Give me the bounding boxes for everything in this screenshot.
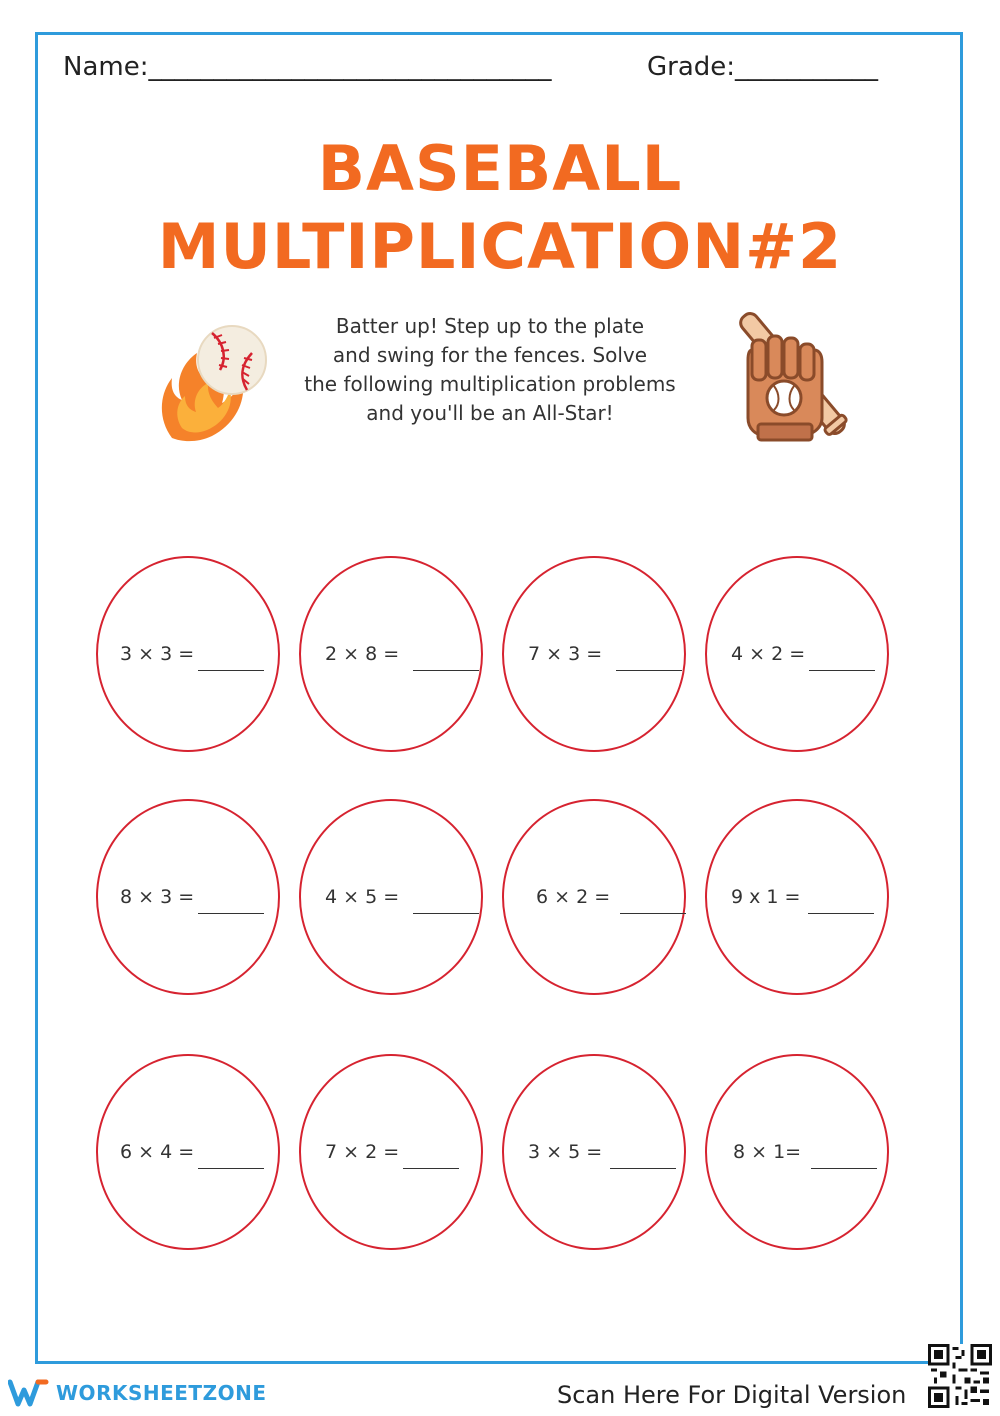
- problem-ball: [96, 799, 280, 995]
- problem-ball: [299, 556, 483, 752]
- problem-item: 4 × 5 =: [325, 886, 479, 908]
- problem-ball: [299, 1054, 483, 1250]
- problem-ball: [502, 799, 686, 995]
- answer-blank[interactable]: [413, 899, 479, 914]
- problem-item: 3 × 5 =: [528, 1141, 676, 1163]
- problem-item: 3 × 3 =: [120, 643, 264, 665]
- scan-text: Scan Here For Digital Version: [557, 1381, 907, 1409]
- name-field[interactable]: Name:_______________________________: [63, 52, 552, 82]
- instructions-line: and you'll be an All-Star!: [366, 401, 614, 425]
- worksheetzone-logo[interactable]: [8, 1378, 266, 1408]
- brand-name: WORKSHEETZONE: [56, 1381, 267, 1405]
- qr-code-icon[interactable]: [928, 1344, 992, 1408]
- problem-item: 4 × 2 =: [731, 643, 875, 665]
- instructions-line: the following multiplication problems: [304, 372, 676, 396]
- instructions-text: [285, 312, 695, 428]
- problem-item: 8 × 1=: [733, 1141, 877, 1163]
- problem-ball: [96, 556, 280, 752]
- answer-blank[interactable]: [811, 1154, 877, 1169]
- answer-blank[interactable]: [616, 656, 682, 671]
- answer-blank[interactable]: [413, 656, 479, 671]
- problem-ball: [705, 1054, 889, 1250]
- answer-blank[interactable]: [198, 1154, 264, 1169]
- flaming-baseball-icon: [152, 308, 272, 443]
- problem-item: 8 × 3 =: [120, 886, 264, 908]
- answer-blank[interactable]: [610, 1154, 676, 1169]
- answer-blank[interactable]: [198, 899, 264, 914]
- problem-ball: [705, 799, 889, 995]
- answer-blank[interactable]: [809, 656, 875, 671]
- worksheetzone-logo-icon: [8, 1378, 50, 1408]
- problem-item: 6 × 2 =: [536, 886, 686, 908]
- problem-item: 2 × 8 =: [325, 643, 479, 665]
- problem-ball: [502, 556, 686, 752]
- page-title-line-2: MULTIPLICATION#2: [157, 210, 843, 283]
- answer-blank[interactable]: [198, 656, 264, 671]
- problem-item: 7 × 2 =: [325, 1141, 459, 1163]
- glove-and-bat-icon: [722, 310, 862, 445]
- problem-item: 7 × 3 =: [528, 643, 682, 665]
- answer-blank[interactable]: [620, 899, 686, 914]
- problem-ball: [299, 799, 483, 995]
- answer-blank[interactable]: [808, 899, 874, 914]
- problem-item: 9 x 1 =: [731, 886, 874, 908]
- instructions-line: and swing for the fences. Solve: [332, 343, 648, 367]
- problem-item: 6 × 4 =: [120, 1141, 264, 1163]
- instructions-line: Batter up! Step up to the plate: [335, 314, 645, 338]
- problem-ball: [96, 1054, 280, 1250]
- page-title-line-1: BASEBALL: [317, 132, 683, 205]
- problem-ball: [502, 1054, 686, 1250]
- grade-field[interactable]: Grade:___________: [647, 52, 879, 82]
- problem-ball: [705, 556, 889, 752]
- answer-blank[interactable]: [403, 1154, 459, 1169]
